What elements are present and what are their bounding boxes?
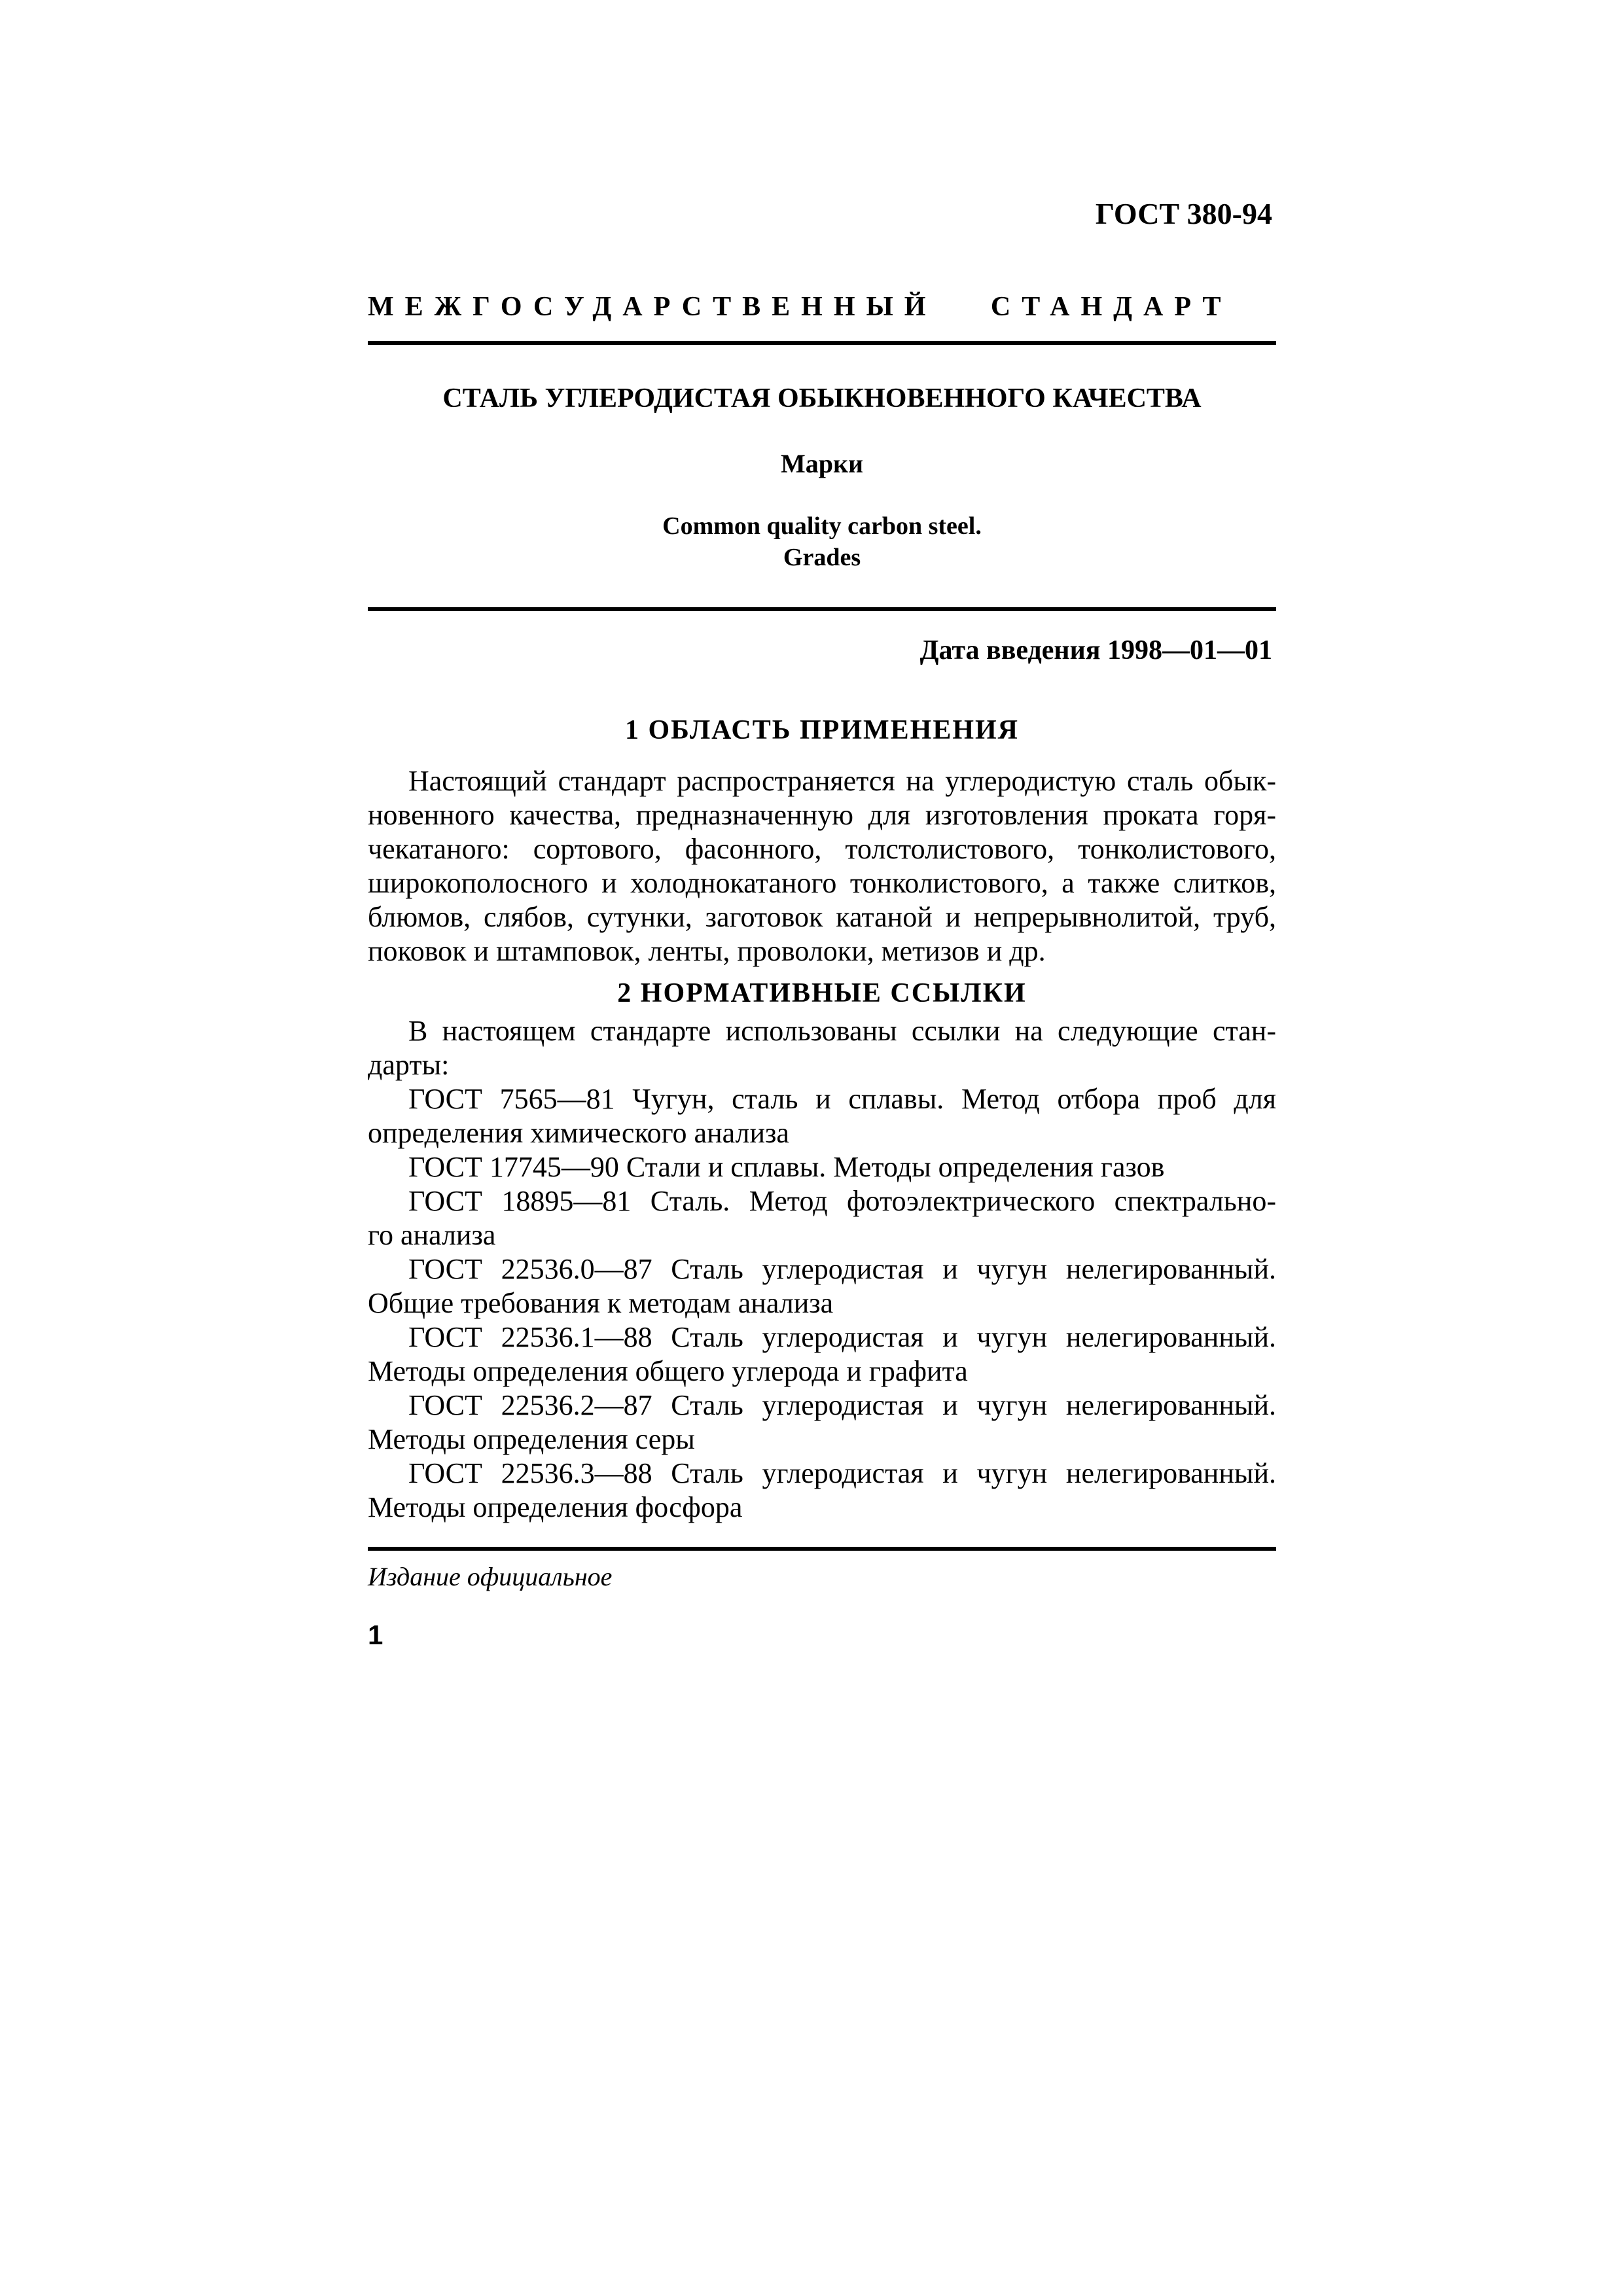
document-title: СТАЛЬ УГЛЕРОДИСТАЯ ОБЫКНОВЕННОГО КАЧЕСТВА <box>442 383 1202 414</box>
text-line: чекатаного: сортового, фасонного, толстолистового, тонколистового, <box>368 833 1276 865</box>
header-rule <box>368 341 1276 345</box>
introduction-date: Дата введения 1998—01—01 <box>919 635 1272 665</box>
text-line: новенного качества, предназначенную для изготовления проката горя- <box>368 799 1276 831</box>
title-rule <box>368 607 1276 611</box>
text-line: блюмов, слябов, сутунки, заготовок катаной и непрерывнолитой, труб, <box>368 901 1276 933</box>
text-line: Общие требования к методам анализа <box>368 1287 834 1319</box>
official-edition-note: Издание официальное <box>368 1562 613 1591</box>
footer-rule <box>368 1547 1276 1551</box>
section-2-paragraph <box>368 1014 1276 1525</box>
document-subtitle: Марки <box>780 449 864 478</box>
document-number: ГОСТ 380-94 <box>1095 197 1272 230</box>
page-number: 1 <box>368 1619 383 1650</box>
english-title <box>368 510 1276 573</box>
english-title-line1: Common quality carbon steel. <box>662 512 982 540</box>
text-line: го анализа <box>368 1219 496 1251</box>
text-line: В настоящем стандарте использованы ссылки на следующие стан- <box>408 1015 1276 1047</box>
section-1-paragraph <box>368 764 1276 968</box>
text-line: ГОСТ 22536.1—88 Сталь углеродистая и чугун нелегированный. <box>408 1321 1276 1353</box>
section-2-heading: 2 НОРМАТИВНЫЕ ССЫЛКИ <box>617 978 1027 1008</box>
text-line: Настоящий стандарт распространяется на углеродистую сталь обык- <box>408 765 1276 797</box>
text-line: Методы определения фосфора <box>368 1491 743 1523</box>
text-line: Методы определения общего углерода и графита <box>368 1355 968 1387</box>
text-line: поковок и штамповок, ленты, проволоки, метизов и др. <box>368 935 1046 967</box>
text-line: ГОСТ 17745—90 Стали и сплавы. Методы определения газов <box>408 1151 1165 1183</box>
text-line: ГОСТ 18895—81 Сталь. Метод фотоэлектрического спектрально- <box>408 1185 1276 1217</box>
content-column <box>368 0 1276 1651</box>
text-line: ГОСТ 7565—81 Чугун, сталь и сплавы. Метод отбора проб для <box>408 1083 1276 1115</box>
standard-type-header: МЕЖГОСУДАРСТВЕННЫЙ СТАНДАРТ <box>368 292 1232 322</box>
text-line: ГОСТ 22536.0—87 Сталь углеродистая и чугун нелегированный. <box>408 1253 1276 1285</box>
text-line: ГОСТ 22536.3—88 Сталь углеродистая и чугун нелегированный. <box>408 1457 1276 1489</box>
text-line: Методы определения серы <box>368 1423 695 1455</box>
text-line: ГОСТ 22536.2—87 Сталь углеродистая и чугун нелегированный. <box>408 1389 1276 1421</box>
text-line: широкополосного и холоднокатаного тонколистового, а также слитков, <box>368 867 1276 899</box>
text-line: определения химического анализа <box>368 1117 789 1149</box>
english-title-line2: Grades <box>783 544 861 571</box>
section-1-heading: 1 ОБЛАСТЬ ПРИМЕНЕНИЯ <box>624 715 1020 745</box>
text-line: дарты: <box>368 1049 450 1081</box>
